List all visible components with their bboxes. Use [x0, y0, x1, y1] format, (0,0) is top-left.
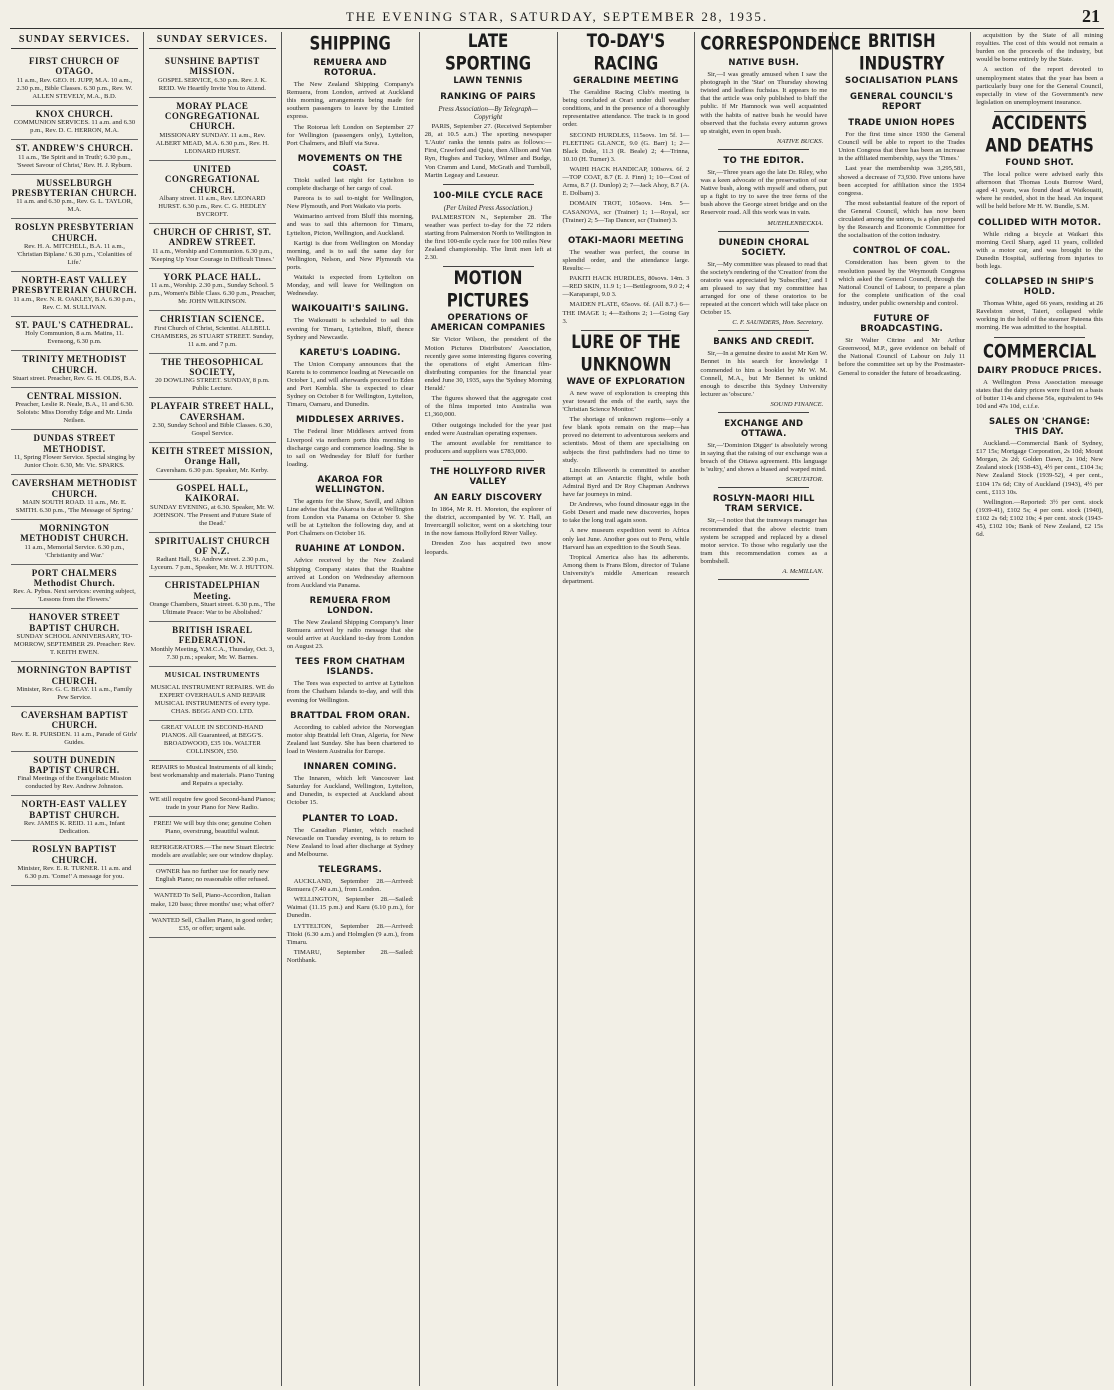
article-paragraph: In 1864, Mr R. H. Moreton, the explorer of the district, accompanied by W. Y. Hall, an Invercargill solicitor, went on a sketching tour in the now famous Hollyford River Valley.	[424, 505, 552, 538]
column-accidents-commercial	[970, 32, 1108, 1386]
notice-heading: ST. ANDREW'S CHURCH.	[15, 143, 134, 154]
divider	[718, 149, 809, 150]
column-sunday-services-2	[143, 32, 281, 1386]
notice-body: Caversham. 6.30 p.m. Speaker, Mr. Kerby.	[156, 466, 269, 474]
article-subheading: GENERAL COUNCIL'S REPORT	[850, 92, 954, 112]
article-paragraph: The Union Company announces that the Karetu is to commence loading at Newcastle on October 1, and will afterwards proceed to Eden and Port Kembla. She is expected to clear Sydney on October 8 for Wellington, Lyttelton, Timaru, Oamaru, and Dunedin.	[286, 360, 414, 409]
ad-body: FREE! We will buy this one; genuine Cohen Piano, overstrung, beautiful walnut.	[153, 820, 272, 836]
article-subheading: FUTURE OF BROADCASTING.	[860, 314, 944, 335]
section-heading: CORRESPONDENCE	[700, 31, 862, 55]
notice-heading: CHURCH OF CHRIST, ST. ANDREW STREET.	[153, 227, 272, 248]
article-paragraph: Waitaki is expected from Lyttelton on Monday, and will leave for Wellington on Wednesday.	[286, 274, 414, 298]
article-paragraph: TIMARU, September 28.—Sailed: Northbank.	[286, 948, 414, 964]
notice-heading: SUNSHINE BAPTIST MISSION.	[164, 56, 260, 77]
section-heading: BRITISH INDUSTRY	[858, 29, 945, 75]
article-paragraph: The Waikouaiti is scheduled to sail this evening for Timaru, Lyttelton, Bluff, thence Sydney and Newcastle.	[286, 317, 414, 341]
article-subheading: RUAHINE AT LONDON.	[295, 544, 406, 555]
article-subheading: WAIKOUAITI'S SAILING.	[291, 304, 409, 315]
church-notice	[149, 311, 276, 353]
church-notice	[149, 269, 276, 311]
classified-ad	[149, 865, 276, 889]
notice-heading: YORK PLACE HALL.	[163, 271, 262, 282]
letter-body: Sir,—In a genuine desire to assist Mr Ken W. Bennet in his search for knowledge I commended to him a booklet by Mr W. M. Connell, M.A., but Mr Bennet is unkind enough to describe this Sydney University lecturer as 'obscure.'	[700, 350, 828, 398]
section-heading: LATE SPORTING	[445, 29, 532, 75]
notice-body: Orange Chambers, Stuart street. 6.30 p.m., 'The Ultimate Peace: War to be Abolished.'	[149, 601, 276, 617]
article-paragraph: AUCKLAND, September 28.—Arrived: Remuera (7.40 a.m.), from London.	[286, 878, 414, 894]
church-notice	[11, 430, 138, 475]
article-subheading: COLLIDED WITH MOTOR.	[977, 217, 1102, 228]
notice-body: Rev. JAMES K. REID. 11 a.m., Infant Dedication.	[23, 820, 126, 836]
letter-heading: NATIVE BUSH.	[728, 58, 800, 68]
church-notice	[149, 98, 276, 161]
article-subheading: SALES ON 'CHANGE: THIS DAY.	[988, 416, 1091, 437]
church-notice	[149, 224, 276, 269]
church-notice	[149, 398, 276, 443]
notice-body: Holy Communion, 8 a.m. Matins, 11. Evensong, 6.30 p.m.	[25, 330, 124, 346]
notice-body: Radiant Hall, St. Andrew street. 2.30 p.m., Lyceum. 7 p.m., Speaker, Mr. W. J. HUTTON.	[150, 556, 274, 572]
credit-line: Press Association—By Telegraph—Copyright	[438, 105, 538, 121]
article-paragraph: PALMERSTON N., September 28. The weather was perfect to-day for the 72 riders starting from Palmerston North to Wellington in the first 100-mile cycle race for 100 miles New Zealand championship. The limit men left at 2.30.	[424, 213, 552, 262]
column-shipping	[281, 32, 419, 1386]
notice-heading: PLAYFAIR STREET HALL, CAVERSHAM.	[150, 401, 274, 422]
notice-body: MAIN SOUTH ROAD. 11 a.m., Mr. E. SMITH. 6.30 p.m., 'The Message of Spring.'	[15, 498, 134, 514]
article-paragraph: Advice received by the New Zealand Shipping Company states that the Ruahine arrived at London on Wednesday afternoon from Auckland via Panama.	[286, 557, 414, 589]
article-paragraph: Wellington.—Reported: 3½ per cent. stock (1939-41), £102 5s; 4 per cent. stock (1940), £102 2s 6d; £102 10s; 4 per cent. stock (1943-45), £102 10s; Bank of New Zealand, £2 15s 6d.	[976, 498, 1103, 539]
article-subheading: COLLAPSED IN SHIP'S HOLD.	[984, 277, 1095, 298]
church-notice	[11, 662, 138, 707]
article-paragraph: A section of the report devoted to unemployment states that the year has been a particularly busy one for the General Council, especially in view of the Government's new legislation on unemployment insurance.	[976, 66, 1103, 106]
notice-heading: UNITED CONGREGATIONAL CHURCH.	[164, 163, 260, 195]
article-paragraph: A new museum expedition went to Africa only last June. Another goes out to Peru, while Harvard has an expedition to the South Seas.	[562, 527, 690, 551]
notice-heading: MUSSELBURGH PRESBYTERIAN CHURCH.	[11, 177, 137, 198]
notice-heading: ROSLYN BAPTIST CHURCH.	[32, 844, 117, 865]
article-paragraph: MAIDEN FLATE, 65sovs. 6f. (All 8.7.) 6—THE IMAGE 1; 4—Esthons 2; 1—Going Gay 3.	[562, 301, 690, 325]
church-notice	[149, 354, 276, 399]
article-subheading: AKAROA FOR WELLINGTON.	[315, 474, 386, 495]
letter-body: Sir,—My committee was pleased to read that the society's rendering of the 'Creation' from the oratorio was appreciated by 'Subscriber,' and I am pleased to say that my committee has arranged for one of these oratorios to be repeated at the concert which will take place on October 15.	[700, 260, 828, 317]
letter-body: Sir,—I notice that the tramways manager has recommended that the above electric tram system be scrapped and replaced by a diesel motor service. To those who regularly use the tram this recommendation comes as a bombshell.	[700, 517, 828, 565]
notice-heading: HANOVER STREET BAPTIST CHURCH.	[29, 612, 120, 633]
article-paragraph: The Innaren, which left Vancouver last Saturday for Auckland, Wellington, Lyttelton, and Dunedin, is expected at Auckland about October 15.	[286, 775, 414, 807]
column-late-sporting	[419, 29, 557, 1386]
notice-heading: ROSLYN PRESBYTERIAN CHURCH.	[14, 222, 134, 243]
article-subheading: RANKING OF PAIRS	[440, 92, 536, 102]
column-header: SUNDAY SERVICES.	[149, 32, 276, 49]
article-subheading: REMUERA AND ROTORUA.	[313, 58, 388, 78]
article-paragraph: Sir Victor Wilson, the president of the Motion Pictures Distributors' Association, recently gave some interesting figures covering the operations of eight American film-distributing companies for the financial year ended June 30, 1935, says the 'Sydney Morning Herald.'	[424, 336, 552, 393]
credit-line: (Per United Press Association.)	[443, 203, 533, 212]
notice-heading: MORNINGTON METHODIST CHURCH.	[20, 522, 129, 544]
church-notice	[11, 53, 138, 106]
article-subheading: WAVE OF EXPLORATION	[566, 376, 686, 387]
notice-heading: CENTRAL MISSION.	[26, 391, 122, 401]
article-subheading: PLANTER TO LOAD.	[302, 813, 399, 824]
article-subheading: MIDDLESEX ARRIVES.	[296, 415, 405, 426]
letter-body: Sir,—'Dominion Digger' is absolutely wrong in saying that the raising of our exchange was a breach of the Ottawa agreement. His language is 'sultry,' and shows a biased and warped mind.	[700, 441, 828, 474]
article-heading: GERALDINE MEETING	[573, 76, 679, 86]
article-heading: MOTION PICTURES	[446, 266, 530, 312]
notice-heading: SOUTH DUNEDIN BAPTIST CHURCH.	[29, 754, 120, 776]
notice-body: First Church of Christ, Scientist. ALLBELL CHAMBERS, 26 STUART STREET. Sunday, 11 a.m. and 7 p.m.	[151, 324, 274, 348]
ad-body: OWNER has no further use for nearly new English Piano; no reasonable offer refused.	[155, 868, 270, 884]
article-paragraph: The Federal liner Middlesex arrived from Liverpool via northern ports this morning to discharge cargo and commence loading. She is to sail on Wednesday for Bluff for further loading.	[286, 428, 414, 468]
ad-body: MUSICAL INSTRUMENT REPAIRS. WE do EXPERT OVERHAULS AND REPAIR MUSICAL INSTRUMENTS of every type. CHAS. BEGG AND CO. LTD.	[150, 683, 274, 715]
letter-signature: MUEHLENBECKIA.	[767, 219, 824, 227]
article-paragraph: The weather was perfect, the course in splendid order, and the attendance large. Results:—	[562, 248, 690, 272]
classified-ad	[149, 721, 276, 761]
notice-body: 11 a.m., Rev. GEO. H. JUPP, M.A. 10 a.m., 2.30 p.m., Bible Classes. 6.30 p.m., Rev. W. ALLEN STEVELY, M.A., B.D.	[16, 76, 133, 100]
columns	[6, 29, 1108, 1386]
church-notice	[149, 161, 276, 224]
notice-body: 11 a.m. and 6.30 p.m., Rev. G. L. TAYLOR, M.A.	[16, 198, 133, 214]
church-notice	[11, 388, 138, 430]
article-paragraph: Sir Walter Citrine and Mr Arthur Greenwood, M.P., gave evidence on behalf of the National Council of Labour on July 11 before the committee set up by the Postmaster-General to consider the future of broadcasting.	[838, 337, 966, 377]
divider	[443, 460, 534, 461]
letter-signature: C. F. SAUNDERS, Hon. Secretary.	[732, 319, 824, 327]
church-notice	[11, 106, 138, 140]
divider	[718, 231, 809, 232]
notice-heading: MORNINGTON BAPTIST CHURCH.	[17, 665, 132, 686]
notice-body: COMMUNION SERVICES. 11 a.m. and 6.30 p.m., Rev. D. C. HERRON, M.A.	[13, 119, 136, 135]
notice-body: Preacher, Leslie R. Neale, B.A., 11 and 6.30. Soloists: Miss Dorothy Edge and Mr. Linda Neilsen.	[15, 401, 134, 425]
article-paragraph: SECOND HURDLES, 115sovs. 1m 5f. 1—FLEETING GLANCE, 9.0 (G. Barr) 1; 2—Black Duke, 11.3 (R. Beale) 2; 4—Trinna, 10.10 (H. Turner) 3.	[562, 131, 690, 163]
article-heading: SOCIALISATION PLANS	[845, 76, 959, 86]
article-paragraph: The Tees was expected to arrive at Lyttelton from the Chatham Islands to-day, and will this evening for Wellington.	[286, 680, 414, 704]
church-notice	[149, 533, 276, 578]
notice-body: SUNDAY EVENING, at 6.30. Speaker, Mr. W. JOHNSON. 'The Present and Future State of the Dead.'	[150, 503, 275, 527]
divider	[994, 337, 1085, 338]
article-paragraph: Other outgoings included for the year just ended were Australian operating expenses.	[424, 421, 552, 437]
article-heading: LURE OF THE UNKNOWN	[571, 330, 681, 376]
article-paragraph: WAIHI HACK HANDICAP, 100sovs. 6f. 2—TOP COAT, 8.7 (E. J. Finn) 1; 10—Cost of Arms, 8.7 (J. Dunlop) 2; 7—Jack Ahoy, 8.7 (A. E. Dolbam) 3.	[562, 165, 690, 198]
article-subheading: CONTROL OF COAL.	[852, 246, 951, 257]
article-paragraph: The New Zealand Shipping Company's liner Remuera arrived by radio message that she would arrive at Auckland to-day from London on August 23.	[286, 618, 414, 651]
article-paragraph: PARIS, September 27. (Received September 28, at 10.5 a.m.) The sporting newspaper 'L'Auto' ranks the tennis pairs as follows:—First, Crawford and Quist, then Allison and Van Ryn, Hughes and Tuckey, Wilmer and Budge, Von Cramm and Lund, McGrath and Turnbull, Martin Legeay and Lesueur.	[424, 123, 552, 179]
masthead	[10, 6, 1104, 29]
church-notice	[11, 175, 138, 220]
article-paragraph: Waimarino arrived from Bluff this morning, and was to sail this afternoon for Timaru, Lyttelton, Picton, Wellington, and Auckland.	[286, 213, 414, 237]
divider	[718, 579, 809, 580]
notice-heading: ST. PAUL'S CATHEDRAL.	[15, 319, 134, 330]
article-paragraph: The shortage of unknown regions—only a few blank spots remain on the map—has proved no deterrent to adventurous seekers and scientists. Most of them are specialising on subjects the first pathfinders had no time to study.	[562, 416, 690, 464]
article-paragraph: The Rotorua left London on September 27 for Wellington (passengers only), Lyttelton, Port Chalmers, and Bluff via Suva.	[286, 123, 414, 147]
notice-heading: MORAY PLACE CONGREGATIONAL CHURCH.	[164, 100, 260, 132]
notice-body: 11 a.m., Worship. 2.30 p.m., Sunday School. 5 p.m., Women's Bible Class. 6.30 p.m., Preacher, Mr. JOHN WILKINSON.	[148, 282, 276, 306]
church-notice	[149, 53, 276, 98]
church-notice	[11, 140, 138, 174]
notice-heading: NORTH-EAST VALLEY BAPTIST CHURCH.	[21, 799, 128, 820]
notice-body: SUNDAY SCHOOL ANNIVERSARY, TO-MORROW, SEPTEMBER 29. Preacher: Rev. T. KEITH EWEN.	[13, 633, 135, 657]
article-paragraph: Titoki sailed last night for Lyttelton to complete discharge of her cargo of coal.	[286, 176, 414, 192]
article-subheading: INNAREN COMING.	[303, 762, 397, 773]
article-paragraph: The Canadian Planter, which reached Newcastle on Tuesday evening, is to return to New Zealand to load after discharge at Sydney and Melbourne.	[286, 826, 414, 858]
column-correspondence	[694, 31, 862, 1386]
ad-body: WANTED Sell, Challen Piano, in good order; £35, or offer; urgent sale.	[151, 916, 273, 932]
article-paragraph: PAKITI HACK HURDLES, 80sovs. 14m. 3—RED SKIN, 11.9 1; 1—Bettlegroom, 9.0 2; 4—Karaparapi, 9.0 3.	[562, 275, 690, 299]
letter-heading: EXCHANGE AND OTTAWA.	[724, 418, 804, 439]
article-paragraph: WELLINGTON, September 28.—Sailed: Waimai (11.15 p.m.) and Karu (6.10 p.m.), for Dunedin.	[286, 896, 414, 920]
article-subheading: TEES FROM CHATHAM ISLANDS.	[295, 657, 406, 678]
letter-heading: BANKS AND CREDIT.	[713, 337, 815, 348]
church-notice	[11, 475, 138, 520]
notice-heading: KNOX CHURCH.	[35, 108, 114, 119]
article-subheading: BRATTDAL FROM ORAN.	[290, 710, 411, 721]
church-notice	[11, 841, 138, 886]
divider	[718, 330, 809, 331]
column-sunday-services-1	[6, 32, 143, 1386]
article-paragraph: LYTTELTON, September 28.—Arrived: Titoki (6.30 a.m.) and Holmglen (9 a.m.), from Timaru.	[286, 922, 414, 946]
notice-body: Stuart street. Preacher, Rev. G. H. OLDS, B.A.	[12, 374, 137, 382]
section-heading: SHIPPING	[309, 31, 391, 55]
classified-ad	[149, 889, 276, 913]
notice-body: Rev. A. Pybus. Next services: evening subject, 'Lessons from the Flowers.'	[13, 588, 136, 604]
notice-body: 11 a.m., Worship and Communion. 6.30 p.m., 'Keeping Up Your Courage in Difficult Times.'	[150, 247, 274, 263]
article-paragraph: Consideration has been given to the resolution passed by the Weymouth Congress which asked the General Council, through the National Council of Labour, to prepare a plan for the complete unification of the coal industry, under public ownership and control.	[838, 259, 966, 307]
notice-heading: KEITH STREET MISSION, Orange Hall,	[151, 446, 273, 467]
church-notice	[11, 707, 138, 752]
article-subheading: REMUERA FROM LONDON.	[309, 595, 391, 616]
classified-ad	[149, 793, 276, 817]
article-subheading: KARETU'S LOADING.	[299, 347, 401, 358]
ad-body: WE still require few good Second-hand Pianos; trade in your Piano for New Radio.	[149, 796, 276, 812]
church-notice	[11, 520, 138, 565]
page-number: 21	[1082, 6, 1100, 26]
notice-heading: THE THEOSOPHICAL SOCIETY,	[161, 356, 264, 377]
church-notice	[149, 480, 276, 533]
article-subheading: TELEGRAMS.	[318, 865, 383, 875]
notice-body: 11 a.m., 'Be Spirit and in Truth'; 6.30 p.m., 'Sweet Savour of Christ,' Rev. H. J. Ryburn.	[16, 153, 133, 169]
article-paragraph: Kartigi is due from Wellington on Monday morning, and is to sail the same day for Wellington, Nelson, and New Plymouth via ports.	[286, 239, 414, 271]
notice-body: Final Meetings of the Evangelistic Mission conducted by Rev. Andrew Johnston.	[17, 775, 132, 791]
article-paragraph: Thomas White, aged 66 years, residing at 26 Ravelston street, Taieri, collapsed while working in the hold of the steamer Pateena this morning. He was admitted to the hospital.	[976, 300, 1103, 332]
church-notice	[11, 565, 138, 610]
article-paragraph: While riding a bicycle at Waikari this morning Cecil Sharp, aged 11 years, collided with a motor car, and was brought to the Dunedin Hospital, suffering from injuries to both legs.	[976, 230, 1103, 270]
letter-heading: ROSLYN-MAORI HILL TRAM SERVICE.	[712, 494, 815, 515]
notice-heading: CAVERSHAM METHODIST CHURCH.	[11, 478, 137, 499]
notice-body: 20 DOWLING STREET. SUNDAY, 8 p.m. Public Lecture.	[155, 377, 270, 393]
church-notice	[149, 443, 276, 480]
notice-body: 11, Spring Flower Service. Special singing by Junior Choir. 6.30, Mr. Vic. SPARKS.	[13, 454, 135, 470]
classified-ad	[149, 817, 276, 841]
notice-heading: CHRISTADELPHIAN Meeting.	[164, 580, 260, 601]
article-paragraph: Dr Andrews, who found dinosaur eggs in the Gobi Desert and made new discoveries, hopes to take the long trail again soon.	[562, 501, 690, 525]
notice-heading: DUNDAS STREET METHODIST.	[33, 433, 116, 454]
notice-body: Monthly Meeting, Y.M.C.A., Thursday, Oct. 3, 7.30 p.m.; speaker, Mr. W. Barnes.	[150, 645, 275, 661]
article-heading: LAWN TENNIS	[453, 76, 523, 86]
notice-heading: CAVERSHAM BAPTIST CHURCH.	[20, 709, 128, 731]
notice-heading: NORTH-EAST VALLEY PRESBYTERIAN CHURCH.	[11, 275, 137, 296]
article-paragraph: Pareora is to sail to-night for Wellington, New Plymouth, and Port Waikato via ports.	[286, 195, 414, 211]
article-heading: 100-MILE CYCLE RACE	[432, 190, 544, 201]
church-notice	[11, 272, 138, 317]
article-paragraph: The amount available for remittance to producers and suppliers was £783,000.	[424, 439, 552, 455]
article-paragraph: Last year the membership was 3,295,581, showed a decrease of 73,930. Five unions have been accepted for affiliation since the 1934 congress.	[838, 165, 966, 197]
church-notice	[11, 752, 138, 797]
notice-body: GOSPEL SERVICE, 6.30 p.m. Rev. J. K. REID. We Heartily Invite You to Attend.	[157, 76, 267, 92]
notice-heading: BRITISH ISRAEL FEDERATION.	[172, 625, 253, 646]
notice-body: Rev. E. R. FURSDEN. 11 a.m., Parade of Girls' Guides.	[11, 730, 138, 746]
letter-heading: TO THE EDITOR.	[723, 155, 805, 166]
notice-body: Minister, Rev. G. C. BEAY. 11 a.m., Family Pew Service.	[16, 685, 133, 701]
ad-body: GREAT VALUE IN SECOND-HAND PIANOS. All Guaranteed, at BEGG'S. BROADWOOD, £35 10s. WALTER COLLINSON, £50.	[161, 724, 264, 756]
notice-heading: GOSPEL HALL, KAIKORAI.	[176, 482, 249, 504]
letter-signature: A. McMILLAN.	[782, 568, 824, 576]
church-notice	[149, 577, 276, 622]
article-subheading: OPERATIONS OF AMERICAN COMPANIES	[430, 313, 546, 334]
article-paragraph: Tropical America also has its adherents. Among them is Frans Blom, director of Tulane University's middle American research department.	[562, 553, 690, 586]
ad-body: REPAIRS to Musical Instruments of all kinds; best workmanship and materials. Piano Tuning and Repairs a specialty.	[150, 764, 275, 788]
church-notice	[11, 219, 138, 272]
notice-body: MISSIONARY SUNDAY. 11 a.m., Rev. ALBERT MEAD, M.A. 6.30 p.m., Rev. H. LEONARD HURST.	[155, 131, 269, 155]
letter-body: Sir,—I was greatly amused when I saw the photograph in the 'Star' on Thursday showing twisted and leafless fuchsias. It appears to me that the article was only published to bluff the public. If Mr Hamnock was well acquainted with the habits of native bush he would have observed that the fuchsia every autumn grows up straight, even in open bush.	[700, 71, 828, 135]
article-paragraph: DOMAIN TROT, 105sovs. 14m. 5—CASANOVA, scr (Trainer) 1; 1—Royal, scr (Trainer) 2; 5—Tap Dancer, scr (Trainer) 3.	[562, 200, 690, 224]
ad-body: WANTED To Sell, Piano-Accordion, Italian make, 120 bass; three months' use; what offer?	[150, 892, 274, 908]
article-subheading: AN EARLY DISCOVERY	[433, 492, 543, 503]
article-subheading: FOUND SHOT.	[1005, 157, 1074, 168]
notice-heading: PORT CHALMERS Methodist Church.	[31, 567, 118, 589]
letter-heading: DUNEDIN CHORAL SOCIETY.	[718, 237, 810, 258]
letter-signature: SCRUTATOR.	[785, 476, 824, 484]
notice-heading: TRINITY METHODIST CHURCH.	[22, 354, 127, 375]
column-todays-racing	[557, 29, 695, 1386]
article-paragraph: The most substantial feature of the report of the General Council, which has now been circulated among the unions, is a plan prepared by the Research and Economic Committee for the socialisation of the cotton industry.	[838, 199, 966, 240]
church-notice	[149, 622, 276, 667]
church-notice	[11, 351, 138, 388]
church-notice	[11, 796, 138, 841]
notice-body: Minister, Rev. E. R. TURNER. 11 a.m. and 6.30 p.m. 'Come!' A message for you.	[17, 864, 132, 880]
divider	[443, 184, 534, 185]
article-paragraph: A new wave of exploration is creeping this year toward the ends of the earth, says the 'Christian Science Monitor.'	[562, 389, 690, 413]
classified-ad	[149, 914, 276, 938]
classified-ad	[149, 841, 276, 865]
notice-body: 2.30, Sunday School and Bible Classes. 6.30, Gospel Service.	[152, 422, 273, 438]
classified-ad	[149, 681, 276, 721]
notice-body: 11 a.m., Memorial Service. 6.30 p.m., 'Christianity and War.'	[24, 543, 125, 559]
notice-heading: SPIRITUALIST CHURCH OF N.Z.	[154, 535, 270, 556]
divider	[581, 229, 672, 230]
masthead-title: THE EVENING STAR, SATURDAY, SEPTEMBER 28, 1935.	[345, 9, 769, 24]
article-paragraph: The Geraldine Racing Club's meeting is being concluded at Orari under dull weather conditions, and in the presence of a thoroughly representative attendance. The track is in good order.	[562, 89, 690, 129]
article-heading: COMMERCIAL	[982, 339, 1097, 362]
notice-heading: CHRISTIAN SCIENCE.	[160, 314, 265, 325]
article-paragraph: Lincoln Ellsworth is committed to another attempt at an Antarctic flight, while both Admiral Byrd and Dr Roy Chapman Andrews have far journeys in mind.	[562, 466, 690, 499]
article-paragraph: The New Zealand Shipping Company's Remuera, from London, arrived at Auckland this morning, arrangements being made for southern passengers to leave by the Limited express.	[286, 81, 414, 121]
notice-body: Rev. H. A. MITCHELL, B.A. 11 a.m., 'Christian Biplane.' 6.30 p.m., 'Colanities of Life.'	[16, 243, 133, 267]
ad-body: REFRIGERATORS.—The new Stuart Electric models are available; see our window display.	[150, 844, 274, 860]
article-subheading: TRADE UNION HOPES	[848, 118, 956, 128]
article-paragraph: Dresden Zoo has acquired two snow leopards.	[424, 540, 552, 556]
article-paragraph: The local police were advised early this afternoon that Thomas Louis Burrow Ward, aged 41 years, was found dead at Waikouaiti, where he resided, shot in the head. An inquest will be held before Mr H. W. Bundle, S.M.	[976, 170, 1103, 211]
column-header: SUNDAY SERVICES.	[11, 32, 138, 49]
article-heading: ACCIDENTS AND DEATHS	[985, 111, 1094, 157]
church-notice	[11, 609, 138, 662]
notice-body: 11 a.m., Rev. N. R. OAKLEY, B.A. 6.30 p.m., Rev. C. M. SULLIVAN.	[13, 295, 136, 311]
article-paragraph: A Wellington Press Association message states that the dairy prices were fixed on a basis of butter 114s and cheese 56s, equivalent to 94s 10d and 47s 10d, c.i.f.e.	[976, 378, 1103, 410]
article-subheading: MOVEMENTS ON THE COAST.	[297, 153, 403, 174]
letter-signature: SOUND FINANCE.	[770, 400, 824, 408]
article-paragraph: The agents for the Shaw, Savill, and Albion Line advise that the Akaroa is due at Wellington from London via Panama on October 9. She will be at Lyttelton the following day, and at Port Chalmers on October 16.	[286, 497, 414, 538]
divider	[718, 487, 809, 488]
article-paragraph: For the first time since 1930 the General Council will be able to report to the Trades Union Congress that there has been an increase in the affiliated membership, says the 'Times.'	[838, 131, 966, 163]
classified-ad	[149, 761, 276, 793]
section-heading: MUSICAL INSTRUMENTS	[164, 670, 260, 679]
article-subheading: DAIRY PRODUCE PRICES.	[977, 365, 1102, 376]
article-paragraph: acquisition by the State of all mining royalties. The cost of this would not remain a burden on the proceeds of the industry, but would be borne entirely by the State.	[976, 32, 1103, 64]
notice-body: Albany street. 11 a.m., Rev. LEONARD HURST. 6.30 p.m., Rev. C. G. HEDLEY BYCROFT.	[158, 194, 267, 218]
article-heading: THE HOLLYFORD RIVER VALLEY	[430, 466, 546, 487]
church-notice	[11, 317, 138, 351]
article-heading: OTAKI-MAORI MEETING	[567, 235, 684, 246]
section-heading: TO-DAY'S RACING	[586, 29, 666, 75]
divider	[718, 412, 809, 413]
article-paragraph: The figures showed that the aggregate cost of the films imported into Australia was £1,360,000.	[424, 395, 552, 419]
notice-heading: FIRST CHURCH OF OTAGO.	[29, 56, 120, 77]
article-paragraph: Auckland.—Commercial Bank of Sydney, £17 15s; Mortgage Corporation, 2s 10d; Mount Morgan, 2s 2d; Golden Dawn, 2s 10d; New Zealand stock (1938-43), 4½ per cent., £104 3s; New Zealand Stock (1939-52), 4 per cent., £104 17s 6d; City of Auckland (1943), 4½ per cent., £113 10s.	[976, 439, 1103, 496]
article-paragraph: According to cabled advice the Norwegian motor ship Brattdal left Oran, Algeria, for New Zealand last Sunday. She has been chartered to load in Western Australia for Europe.	[286, 723, 414, 756]
column-british-industry	[832, 29, 970, 1386]
letter-body: Sir,—Three years ago the late Dr. Riley, who was a keen advocate of the preservation of our Native bush, along with myself and others, put up a fight to try to save the tree ferns of the bush above the George street bridge and on the Reservoir road. All this work was in vain.	[700, 168, 828, 217]
letter-signature: NATIVE BUCKS.	[776, 137, 824, 145]
